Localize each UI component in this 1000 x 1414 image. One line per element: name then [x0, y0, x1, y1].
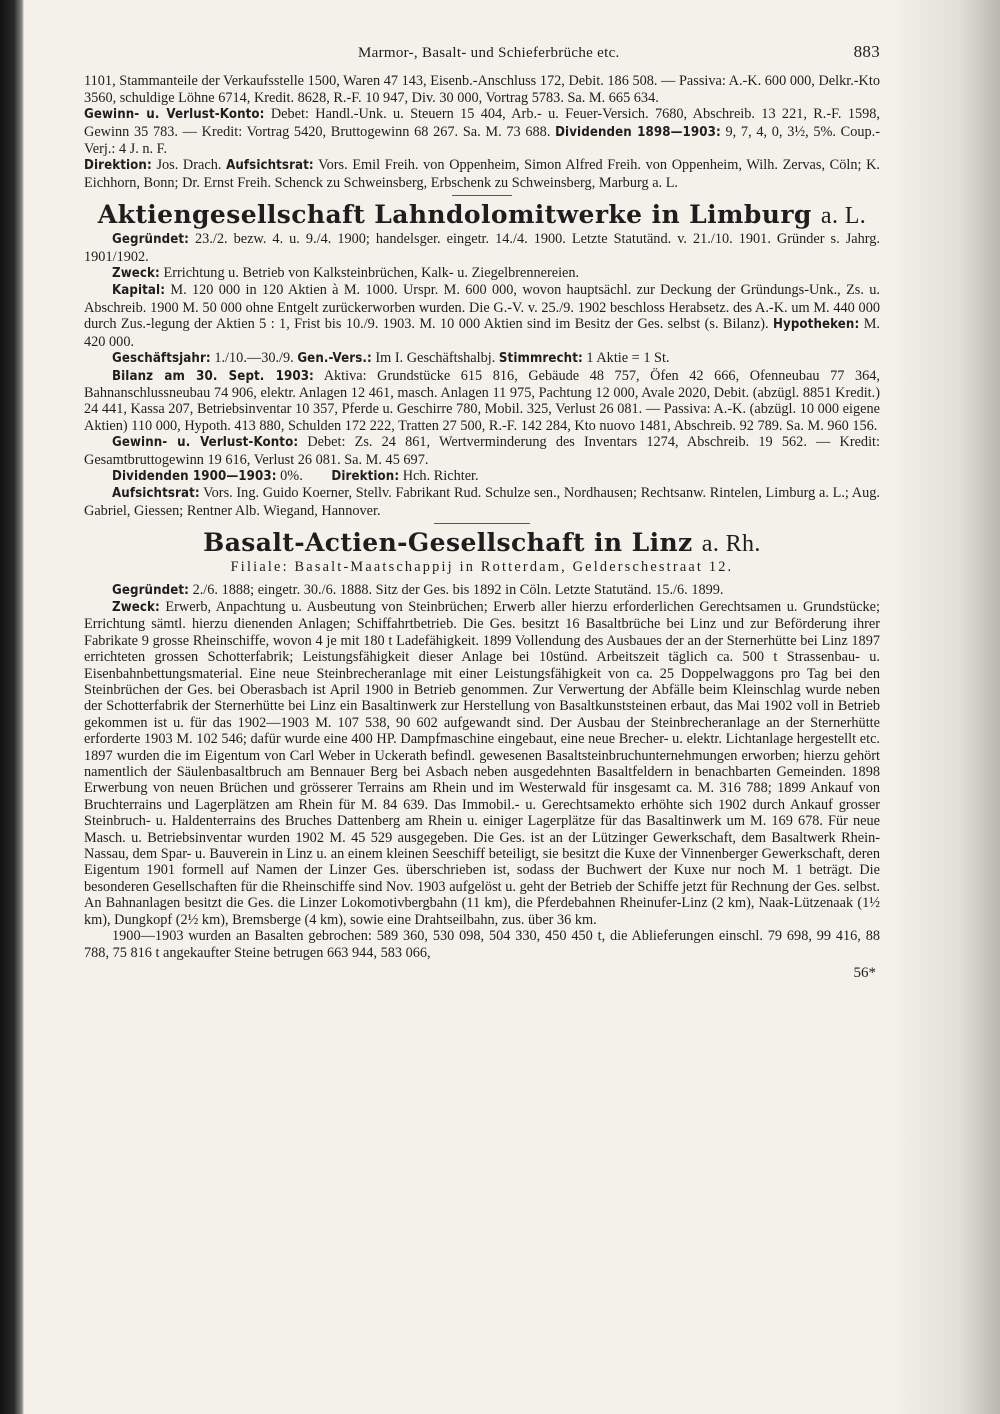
book-binding-shadow	[0, 0, 24, 1414]
company-entry-basalt-linz	[84, 528, 880, 961]
company-location: a. L.	[820, 203, 867, 230]
dividends-text: 0%.	[280, 467, 303, 484]
founded-text: 23./2. bezw. 4. u. 9./4. 1900; handelsger. eingetr. 14./4. 1900. Letzte Statutänd. v. 21./10. 1901. Gründer s. Jahrg. 1901/1902.	[84, 231, 880, 265]
purpose-label: Zweck:	[112, 266, 160, 282]
capital-label: Kapital:	[112, 283, 166, 299]
company-entry-lahndolomitwerke	[84, 200, 880, 519]
profit-loss-account	[84, 106, 880, 157]
purpose-paragraph	[84, 599, 880, 928]
direction-label: Direktion:	[84, 158, 152, 174]
running-title: Marmor-, Basalt- und Schieferbrüche etc.	[357, 45, 620, 61]
page-edge-shadow	[890, 0, 1000, 1414]
section-divider	[452, 195, 512, 196]
balance-text: Aktiva: Grundstücke 615 816, Gebäude 48 757, Öfen 42 666, Ofenneubau 77 364, Bahnanschlussneubau 74 906, elektr. Anlagen 12 461, masch. Anlagen 11 975, Pachtung 12 000, Avale 2020, Debit. (abzügl. 8851 Kredit.) 24 441, Kassa 207, Betriebsinventar 10 357, Pferde u. Geschirre 780, Mobil. 325, Verlust 26 081. — Passiva: A.-K. (abzügl. 10 000 eigene Aktien) 110 000, Hypoth. 413 880, Schulden 172 222, Tratten 27 500, R.-F. 142 284, Kto nuovo 1481, Abschreib. 92 789. Sa. M. 960 156.	[84, 367, 881, 434]
supervisory-board-text: Vors. Ing. Guido Koerner, Stellv. Fabrikant Rud. Schulze sen., Nordhausen; Rechtsanw. Rintelen, Limburg a. L.; Aug. Gabriel, Giessen; Rentner Alb. Wiegand, Hannover.	[84, 485, 880, 519]
general-meeting-label: Gen.-Vers.:	[297, 351, 372, 367]
branch-subtitle: Filiale: Basalt-Maatschappij in Rotterdam, Gelderschestraat 12.	[230, 559, 734, 576]
previous-entry	[84, 73, 880, 191]
purpose-paragraph	[84, 265, 880, 282]
general-meeting-text: Im I. Geschäftshalbj.	[375, 350, 496, 367]
signature-mark: 56*	[853, 964, 876, 981]
voting-right-text: 1 Aktie = 1 St.	[586, 350, 670, 367]
mortgages-text: M. 420 000.	[84, 316, 881, 350]
dividends-label: Dividenden 1898—1903:	[555, 124, 721, 140]
balance-label: Bilanz am 30. Sept. 1903:	[112, 368, 314, 384]
profit-loss-label: Gewinn- u. Verlust-Konto:	[84, 107, 265, 123]
balance-paragraph	[84, 368, 880, 435]
company-name: Aktiengesellschaft Lahndolomitwerke in Limburg	[97, 200, 812, 230]
supervisory-board-label: Aufsichtsrat:	[226, 158, 314, 174]
management-board	[84, 157, 880, 191]
supervisory-board-text: Vors. Emil Freih. von Oppenheim, Simon Alfred Freih. von Oppenheim, Wilh. Zervas, Cöln; K. Eichhorn, Bonn; Dr. Ernst Freih. Schenck zu Schweinsberg, Erbschenk zu Schweinsberg, Marburg a. L.	[84, 157, 880, 191]
profit-loss-label: Gewinn- u. Verlust-Konto:	[112, 435, 299, 451]
fiscal-year-label: Geschäftsjahr:	[112, 351, 211, 367]
capital-paragraph	[84, 282, 880, 350]
direction-text: Hch. Richter.	[402, 467, 479, 484]
founded-paragraph	[84, 582, 880, 599]
voting-right-label: Stimmrecht:	[498, 351, 583, 367]
direction-label: Direktion:	[331, 468, 400, 484]
profit-loss-text: Debet: Handl.-Unk. u. Steuern 15 404, Arb.- u. Feuer-Versich. 7680, Abschreib. 13 221, R.-F. 1598, Gewinn 35 783. — Kredit: Vortrag 5420, Bruttogewinn 68 267. Sa. M. 73 688.	[84, 106, 880, 140]
running-header	[84, 44, 880, 61]
fiscal-year-paragraph	[84, 350, 880, 367]
purpose-text: Erwerb, Anpachtung u. Ausbeutung von Steinbrüchen; Erwerb aller hierzu erforderlichen Gerechtsamen u. Grundstücke; Errichtung sämtl. hierzu dienenden Anlagen; Schiffahrtbetrieb. Die Ges. besitzt 16 Basaltbrüche bei Linz und zur Beförderung ihrer Fabrikate 9 grosse Rheinschiffe, wovon 4 je mit 180 t Ladefähigkeit. 1899 Vollendung des Ausbaues der an der Sternerhütte bei Linz 1897 errichteten grossen Schotterfabrik; Leistungsfähigkeit dieser Anlage bei 10stünd. Arbeitszeit täglich ca. 500 t Strassenbau- u. Eisenbahnbettungsmaterial. Eine neue Steinbrecheranlage mit einer Leistungsfähigkeit von ca. 25 Doppelwaggons pro Tag bei den Steinbrüchen der Ges. bei Oberasbach ist April 1900 in Betrieb genommen. Zur Verwertung der Abfälle beim Kleinschlag wurde neben der Schotterfabrik der Sternerhütte bei Linz ein Basaltinwerk zur Herstellung von Basaltkunststeinen erbaut, das Mai 1902 voll in Betrieb gekommen ist u. für das 1902—1903 M. 107 538, 90 602 aufgewandt sind. Der Ausbau der Steinbrecheranlage an der Sternerhütte erforderte 1903 M. 102 546; dafür wurde eine 400 HP. Dampfmaschine eingebaut, eine neue Brecher- u. elektr. Lichtanlage hergestellt etc. 1897 wurden die im Eigentum von Carl Weber in Uckerath befindl. gewesenen Basaltsteinbruchunternehmungen erworben; hierzu gehört namentlich der Säulenbasaltbruch am Bennauer Berg bei Asbach neben ausgedehnten Basaltfeldern in benachbarten Gemeinden. 1898 Erwerbung von neuen Brüchen und grösserer Terrains am Rhein und im Westerwald für insgesamt ca. M. 316 788; 1899 Ankauf von Bruchterrains und Lagerplätzen am Rhein für M. 84 639. Das Immobil.- u. Gerechtsamekto erhöhte sich 1902 durch Ankauf grosser Steinbruch- u. Haldenterrains des Bruches Dattenberg am Rhein u. einiger Lagerplätze für das Basaltinwerk um M. 169 678. Für neue Masch. u. Betriebsinventar wurden 1902 M. 45 529 ausgegeben. Die Ges. ist an der Lützinger Gewerkschaft, dem Basaltwerk Rhein-Nassau, dem Spar- u. Bauverein in Linz u. an einem kleinen Seeschiff beteiligt, sie besitzt die Kuxe der Vinnenberger Gewerkschaft, deren Eigentum 1901 formell auf Namen der Linzer Ges. überschrieben ist, sodass der Buchwert der Kuxe nur noch M. 1 beträgt. Die besonderen Gesellschaften für die Rheinschiffe sind Nov. 1903 aufgelöst u. geht der Betrieb der Schiffe jetzt für Rechnung der Ges. selbst. An Bahnanlagen besitzt die Ges. die Linzer Lokomotivbergbahn (11 km), die Pferdebahnen Rheinufer-Linz (2 km), Naak-Lützenaak (1½ km), Dungkopf (2½ km), Bremsberge (4 km), sowie eine Drahtseilbahn, zus. über 36 km.	[84, 598, 881, 928]
page-content	[84, 44, 880, 981]
production-paragraph: 1900—1903 wurden an Basalten gebrochen: 589 360, 530 098, 504 330, 450 450 t, die Ablieferungen einschl. 79 698, 99 416, 88 788, 75 816 t angekaufter Steine betrugen 663 944, 583 066,	[84, 928, 880, 961]
company-location: a. Rh.	[701, 531, 761, 558]
section-divider	[434, 523, 530, 524]
founded-label: Gegründet:	[112, 582, 189, 598]
purpose-text: Errichtung u. Betrieb von Kalksteinbrüchen, Kalk- u. Ziegelbrennereien.	[163, 265, 580, 282]
fiscal-year-text: 1./10.—30./9.	[214, 350, 294, 367]
mortgages-label: Hypotheken:	[772, 317, 860, 333]
dividends-paragraph	[84, 468, 880, 485]
page-number: 883	[853, 42, 880, 61]
founded-label: Gegründet:	[112, 232, 189, 248]
company-name: Basalt-Actien-Gesellschaft in Linz	[203, 528, 693, 558]
profit-loss-paragraph	[84, 434, 880, 468]
dividends-text: 9, 7, 4, 0, 3½, 5%. Coup.-Verj.: 4 J. n. F.	[84, 123, 880, 158]
profit-loss-text: Debet: Zs. 24 861, Wertverminderung des Inventars 1274, Abschreib. 19 562. — Kredit: Gesamtbruttogewinn 19 616, Verlust 26 081. Sa. M. 45 697.	[84, 434, 880, 468]
capital-text: M. 120 000 in 120 Aktien à M. 1000. Urspr. M. 600 000, wovon hauptsächl. zur Deckung der Gründungs-Unk., Zs. u. Abschreib. 1900 M. 50 000 ohne Entgelt zurückerworben wurden. Die G.-V. v. 25./9. 1902 beschloss Herabsetz. des A.-K. um M. 440 000 durch Zus.-legung der Aktien 5 : 1, Frist bis 10./9. 1903. M. 10 000 Aktien sind im Besitz der Ges. selbst (s. Bilanz).	[84, 282, 880, 333]
supervisory-board-label: Aufsichtsrat:	[112, 486, 200, 502]
company-title	[84, 528, 880, 559]
purpose-label: Zweck:	[112, 599, 160, 615]
balance-continuation: 1101, Stammanteile der Verkaufsstelle 1500, Waren 47 143, Eisenb.-Anschluss 172, Debit. 186 508. — Passiva: A.-K. 600 000, Delkr.-Kto 3560, schuldige Löhne 6714, Kredit. 8628, R.-F. 10 947, Div. 30 000, Vortrag 5783. Sa. M. 665 634.	[84, 73, 880, 106]
direction-text: Jos. Drach.	[156, 157, 222, 174]
company-title	[84, 200, 880, 231]
founded-paragraph	[84, 231, 880, 265]
dividends-label: Dividenden 1900—1903:	[112, 468, 277, 484]
supervisory-board-paragraph	[84, 485, 880, 519]
founded-text: 2./6. 1888; eingetr. 30./6. 1888. Sitz der Ges. bis 1892 in Cöln. Letzte Statutänd. 15./6. 1899.	[192, 581, 724, 598]
